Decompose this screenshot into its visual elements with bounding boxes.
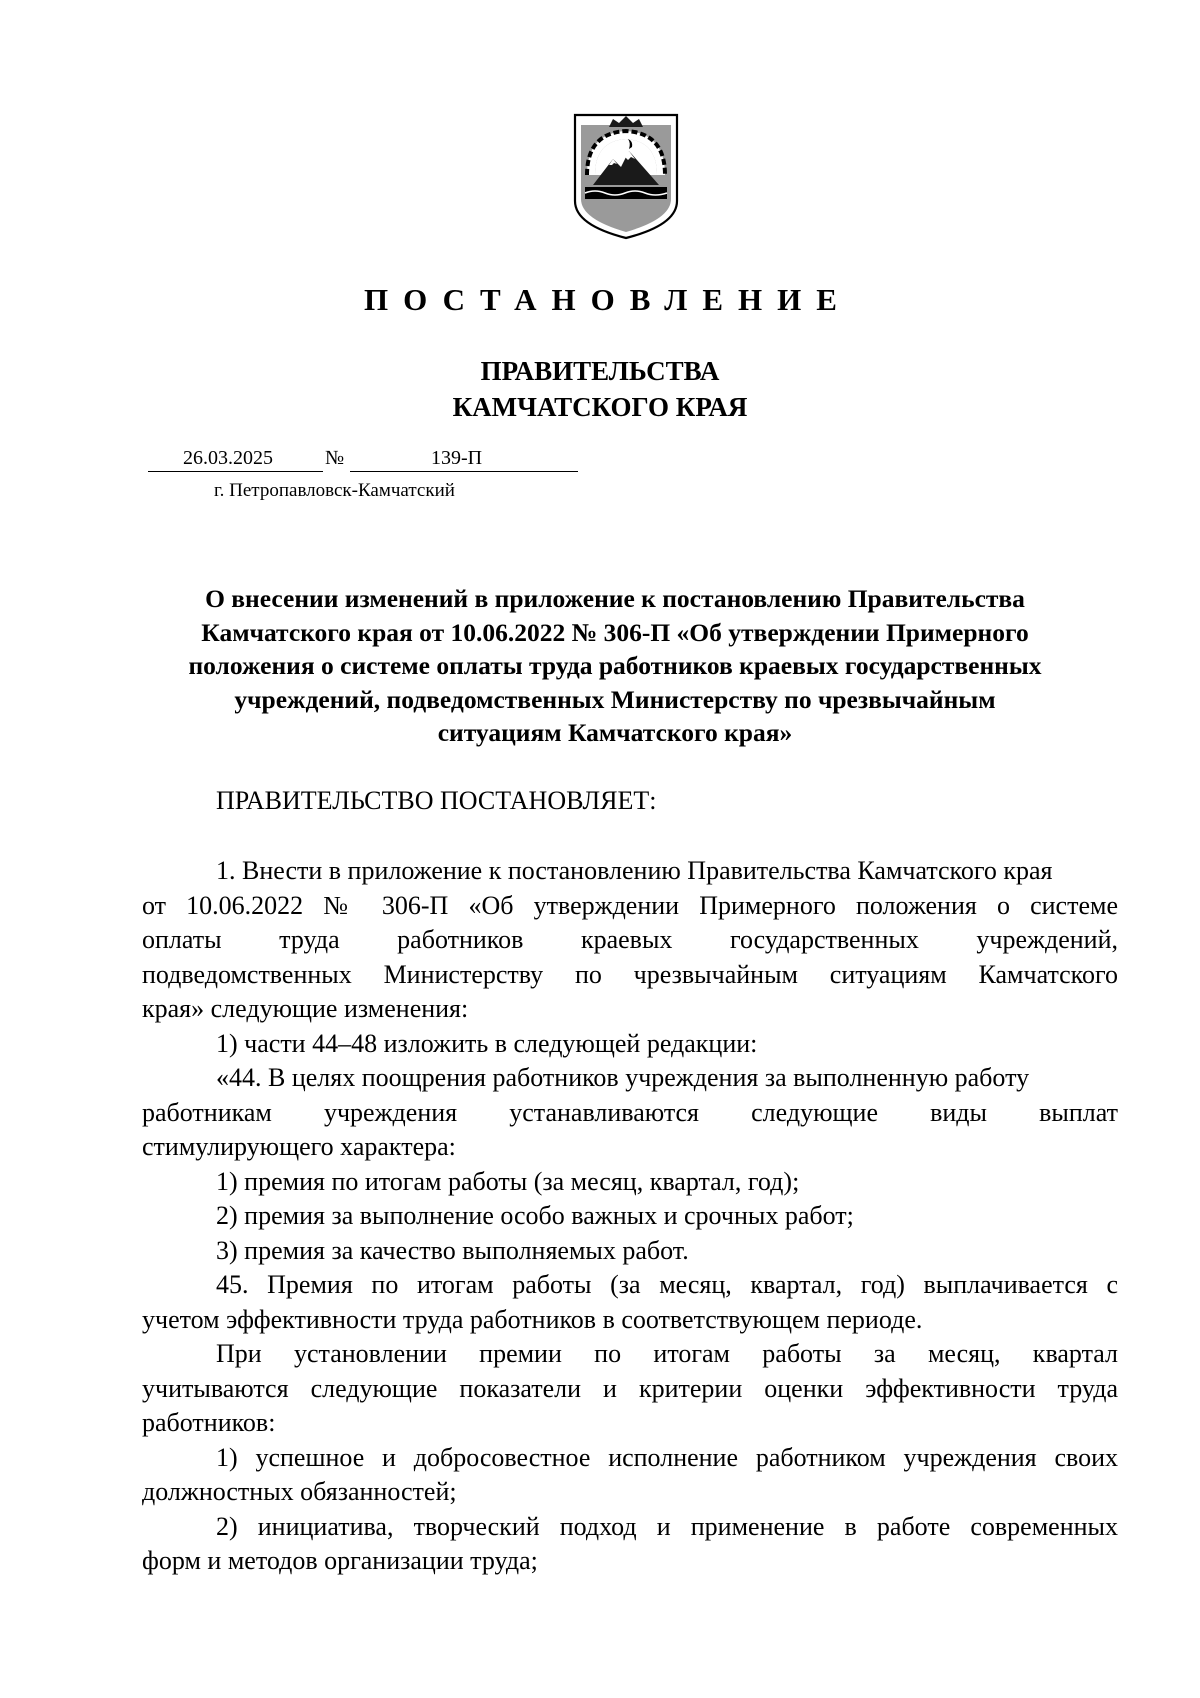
- issuer-line: ПРАВИТЕЛЬСТВА: [480, 356, 720, 386]
- subject-heading: [140, 582, 1090, 750]
- body-line: подведомственных Министерству по чрезвычайным ситуациям Камчатского: [142, 959, 1118, 989]
- body-line: стимулирующего характера:: [142, 1132, 456, 1161]
- date-number-line: [148, 447, 578, 473]
- body-line: 3) премия за качество выполняемых работ.: [216, 1235, 689, 1265]
- decree-number: 139-П: [431, 447, 483, 469]
- city: г. Петропавловск-Камчатский: [214, 480, 455, 501]
- body-line: 2) премия за выполнение особо важных и срочных работ;: [216, 1201, 854, 1230]
- resolves-phrase: ПРАВИТЕЛЬСТВО ПОСТАНОВЛЯЕТ:: [216, 786, 657, 815]
- body-line: работников:: [142, 1408, 276, 1437]
- body-line: «44. В целях поощрения работников учреждения за выполненную работу: [216, 1063, 1030, 1092]
- body-line: форм и методов организации труда;: [142, 1546, 538, 1575]
- body-line: должностных обязанностей;: [142, 1477, 457, 1506]
- body-line: края» следующие изменения:: [142, 994, 469, 1023]
- number-underline: [350, 471, 578, 472]
- number-sign: №: [325, 447, 345, 469]
- body-line: 1) части 44–48 изложить в следующей редакции:: [216, 1028, 758, 1058]
- date-underline: [148, 471, 323, 472]
- body-line: работникам учреждения устанавливаются следующие виды выплат: [142, 1097, 1118, 1127]
- body-line: учитываются следующие показатели и критерии оценки эффективности труда: [142, 1373, 1118, 1403]
- issuer-line: КАМЧАТСКОГО КРАЯ: [452, 392, 748, 422]
- subject-line: положения о системе оплаты труда работников краевых государственных: [188, 651, 1042, 680]
- body-line: 45. Премия по итогам работы (за месяц, квартал, год) выплачивается с: [216, 1270, 1118, 1299]
- body-line: учетом эффективности труда работников в соответствующем периоде.: [142, 1304, 923, 1334]
- decree-title: ПОСТАНОВЛЕНИЕ: [364, 282, 852, 317]
- subject-line: О внесении изменений в приложение к постановлению Правительства: [205, 584, 1025, 613]
- body-line: 1) успешное и добросовестное исполнение работником учреждения своих: [216, 1442, 1118, 1472]
- body-text: [142, 854, 1118, 1579]
- subject-line: учреждений, подведомственных Министерству по чрезвычайным: [234, 684, 996, 714]
- body-line: При установлении премии по итогам работы за месяц, квартал: [216, 1339, 1118, 1368]
- kamchatka-coat-of-arms-icon: [573, 113, 679, 240]
- decree-date: 26.03.2025: [183, 447, 273, 469]
- subject-line: Камчатского края от 10.06.2022 № 306-П «Об утверждении Примерного: [201, 617, 1029, 647]
- body-line: 2) инициатива, творческий подход и применение в работе современных: [216, 1511, 1118, 1541]
- subject-line: ситуациям Камчатского края»: [437, 718, 793, 747]
- issuer-block: [0, 353, 1200, 425]
- body-line: 1) премия по итогам работы (за месяц, квартал, год);: [216, 1166, 800, 1196]
- body-line: от 10.06.2022 № 306-П «Об утверждении Примерного положения о системе: [142, 890, 1118, 920]
- body-line: оплаты труда работников краевых государственных учреждений,: [142, 925, 1118, 954]
- body-line: 1. Внести в приложение к постановлению Правительства Камчатского края: [216, 856, 1053, 885]
